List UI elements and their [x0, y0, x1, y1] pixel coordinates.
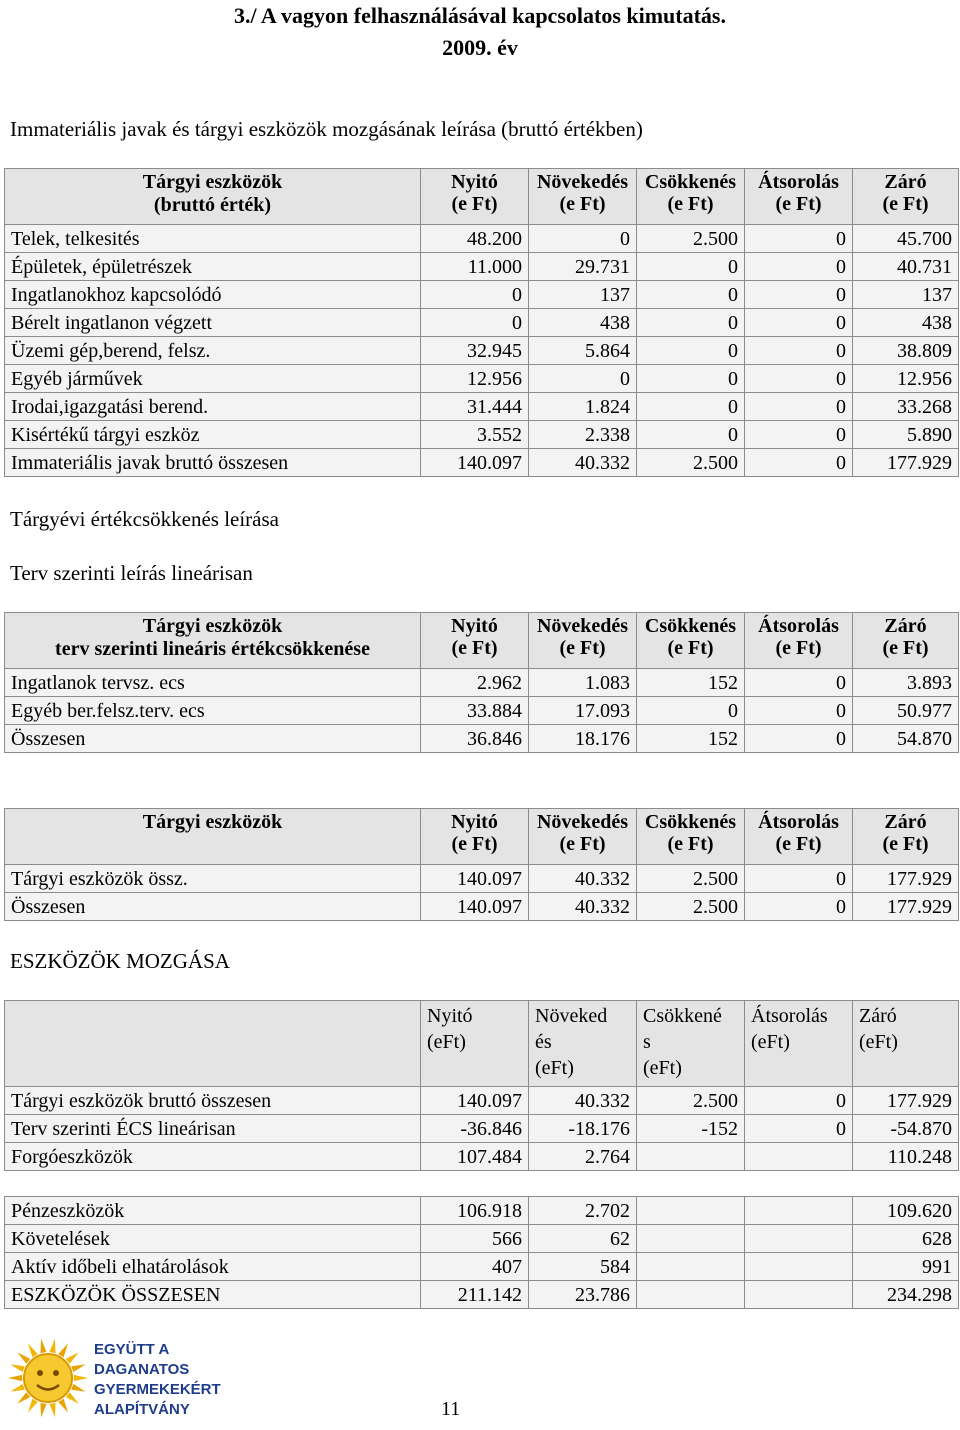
- gross-header-col: [421, 169, 529, 225]
- movement-header-col-line: Átsorolás: [751, 1005, 828, 1027]
- depr-cell: 152: [637, 669, 745, 697]
- gross-cell: 137: [529, 281, 637, 309]
- tangible-header-col-line: (e Ft): [559, 833, 606, 855]
- gross-row: [5, 225, 959, 253]
- gross-cell: 140.097: [421, 449, 529, 477]
- depr-cell: 17.093: [529, 697, 637, 725]
- gross-cell: 0: [745, 337, 853, 365]
- gross-row-label: Immateriális javak bruttó összesen: [5, 449, 421, 477]
- depr-row: [5, 669, 959, 697]
- movement-spacer-cell: [637, 1171, 745, 1197]
- gross-cell: 0: [421, 309, 529, 337]
- sun-ray: [17, 1392, 30, 1404]
- depr-header-col-line: Átsorolás: [758, 615, 839, 637]
- depr-header-col-line: (e Ft): [882, 637, 929, 659]
- movement-header-col-line: (eFt): [643, 1057, 682, 1079]
- sun-ray: [71, 1364, 85, 1372]
- movement-spacer-cell: [5, 1171, 421, 1197]
- gross-cell: 0: [637, 365, 745, 393]
- gross-cell: 40.332: [529, 449, 637, 477]
- depreciation-table: [4, 612, 959, 753]
- depr-cell: 1.083: [529, 669, 637, 697]
- depr-header-col-line: Nyitó: [451, 615, 498, 637]
- tangible-cell: 177.929: [853, 865, 959, 893]
- movement2-cell: 407: [421, 1253, 529, 1281]
- depr-cell: 0: [745, 697, 853, 725]
- gross-header-col: [529, 169, 637, 225]
- movement-spacer-cell: [745, 1171, 853, 1197]
- tangible-header-col-line: (e Ft): [882, 833, 929, 855]
- movement-row: [5, 1143, 959, 1171]
- movement-cell: 177.929: [853, 1087, 959, 1115]
- logo-line1: EGYÜTT A: [94, 1341, 170, 1358]
- section2-heading1: Tárgyévi értékcsökkenés leírása: [10, 507, 279, 531]
- gross-row-label: Telek, telkesités: [5, 225, 421, 253]
- tangible-row-label: Tárgyi eszközök össz.: [5, 865, 421, 893]
- movement-cell: -54.870: [853, 1115, 959, 1143]
- movement-cell: -18.176: [529, 1115, 637, 1143]
- depr-cell: 0: [637, 697, 745, 725]
- gross-header-col-line: Növekedés: [536, 171, 629, 193]
- sun-ray: [49, 1339, 55, 1354]
- movement-header-col: [745, 1001, 853, 1087]
- movement2-row: [5, 1281, 959, 1309]
- movement-row: [5, 1115, 959, 1143]
- tangible-header-col: [421, 809, 529, 865]
- gross-assets-table: [4, 168, 959, 477]
- sun-ray: [74, 1375, 88, 1381]
- movement2-cell: [637, 1253, 745, 1281]
- depr-cell: 33.884: [421, 697, 529, 725]
- movement2-cell: [637, 1281, 745, 1309]
- tangible-header-col: [637, 809, 745, 865]
- tangible-cell: 0: [745, 865, 853, 893]
- gross-cell: 137: [853, 281, 959, 309]
- depr-header-col-line: Növekedés: [536, 615, 629, 637]
- depr-row-label: Ingatlanok tervsz. ecs: [5, 669, 421, 697]
- movement-cell: [745, 1143, 853, 1171]
- movement-header-col: [421, 1001, 529, 1087]
- gross-cell: 0: [637, 309, 745, 337]
- gross-cell: 1.824: [529, 393, 637, 421]
- depr-cell: 54.870: [853, 725, 959, 753]
- movement-cell: -152: [637, 1115, 745, 1143]
- gross-cell: 0: [637, 421, 745, 449]
- movement2-row-label: ESZKÖZÖK ÖSSZESEN: [5, 1281, 421, 1309]
- section4-heading: ESZKÖZÖK MOZGÁSA: [10, 949, 230, 973]
- depr-header-label-line: Tárgyi eszközök: [142, 615, 283, 637]
- gross-row: [5, 365, 959, 393]
- depr-table-header: [5, 613, 959, 669]
- gross-cell: 0: [745, 281, 853, 309]
- gross-header-col-line: (e Ft): [559, 193, 606, 215]
- movement2-cell: 566: [421, 1225, 529, 1253]
- gross-cell: 0: [637, 281, 745, 309]
- movement2-cell: [745, 1225, 853, 1253]
- movement2-row-label: Aktív időbeli elhatárolások: [5, 1253, 421, 1281]
- depr-header-col-line: (e Ft): [775, 637, 822, 659]
- tangible-header-col-line: Csökkenés: [644, 811, 737, 833]
- movement-header-col-line: (eFt): [535, 1057, 574, 1079]
- sun-ray: [49, 1403, 55, 1418]
- gross-cell: 12.956: [421, 365, 529, 393]
- movement2-row: [5, 1225, 959, 1253]
- movement-header-col-line: s: [643, 1031, 651, 1053]
- foundation-logo: [6, 1330, 246, 1425]
- gross-header-col: [853, 169, 959, 225]
- movement-cell: 107.484: [421, 1143, 529, 1171]
- gross-row: [5, 337, 959, 365]
- movement-cell: 110.248: [853, 1143, 959, 1171]
- tangible-cell: 2.500: [637, 865, 745, 893]
- gross-row: [5, 449, 959, 477]
- gross-cell: 2.500: [637, 225, 745, 253]
- sun-ray: [66, 1352, 79, 1364]
- movement2-cell: 106.918: [421, 1197, 529, 1225]
- gross-header-col-line: Átsorolás: [758, 171, 839, 193]
- gross-cell: 40.731: [853, 253, 959, 281]
- gross-header-label-line: (bruttó érték): [153, 194, 272, 216]
- movement-row-label: Tárgyi eszközök bruttó összesen: [5, 1087, 421, 1115]
- gross-cell: 0: [745, 253, 853, 281]
- tangible-assets-table: [4, 808, 959, 921]
- movement-spacer-cell: [421, 1171, 529, 1197]
- depr-cell: 36.846: [421, 725, 529, 753]
- depr-cell: 0: [745, 669, 853, 697]
- movement2-cell: [745, 1253, 853, 1281]
- depr-cell: 18.176: [529, 725, 637, 753]
- depr-header-label: [5, 613, 421, 669]
- gross-cell: 0: [529, 225, 637, 253]
- movement-row: [5, 1087, 959, 1115]
- movement2-cell: 62: [529, 1225, 637, 1253]
- tangible-header-col-line: (e Ft): [451, 833, 498, 855]
- tangible-row: [5, 893, 959, 921]
- asset-movement-table: [4, 1000, 959, 1309]
- movement-cell: 2.764: [529, 1143, 637, 1171]
- movement-cell: 0: [745, 1087, 853, 1115]
- movement-row-label: Forgóeszközök: [5, 1143, 421, 1171]
- gross-cell: 438: [529, 309, 637, 337]
- movement-cell: 40.332: [529, 1087, 637, 1115]
- section2-heading2: Terv szerinti leírás lineárisan: [10, 561, 253, 585]
- gross-cell: 33.268: [853, 393, 959, 421]
- gross-row: [5, 421, 959, 449]
- movement-header-label: [5, 1001, 421, 1087]
- tangible-row-label: Összesen: [5, 893, 421, 921]
- movement2-cell: 234.298: [853, 1281, 959, 1309]
- sun-ray: [58, 1399, 68, 1413]
- movement2-cell: 211.142: [421, 1281, 529, 1309]
- sun-ray: [71, 1384, 85, 1392]
- movement-header-col-line: Csökkené: [643, 1005, 722, 1027]
- gross-header-col: [637, 169, 745, 225]
- movement-header-col-line: Záró: [859, 1005, 897, 1027]
- logo-line4: ALAPÍTVÁNY: [94, 1401, 190, 1418]
- section1-heading: Immateriális javak és tárgyi eszközök mozgásának leírása (bruttó értékben): [10, 117, 643, 141]
- depr-cell: 50.977: [853, 697, 959, 725]
- depr-row: [5, 725, 959, 753]
- movement2-row: [5, 1253, 959, 1281]
- gross-header-col-line: (e Ft): [882, 193, 929, 215]
- sun-ray: [66, 1392, 79, 1404]
- gross-header-label-line: Tárgyi eszközök: [142, 171, 283, 193]
- depr-header-col-line: Csökkenés: [644, 615, 737, 637]
- sun-ray: [10, 1364, 24, 1372]
- depr-header-col: [637, 613, 745, 669]
- tangible-header-label: [5, 809, 421, 865]
- movement2-cell: 23.786: [529, 1281, 637, 1309]
- sun-ray: [28, 1343, 38, 1357]
- page-number: 11: [441, 1398, 461, 1420]
- gross-cell: 5.864: [529, 337, 637, 365]
- movement-cell: 0: [745, 1115, 853, 1143]
- gross-cell: 29.731: [529, 253, 637, 281]
- tangible-header-col-line: Záró: [884, 811, 927, 833]
- depr-row: [5, 697, 959, 725]
- gross-cell: 12.956: [853, 365, 959, 393]
- movement2-cell: [637, 1197, 745, 1225]
- gross-cell: 438: [853, 309, 959, 337]
- tangible-header-label-line: Tárgyi eszközök: [142, 811, 283, 833]
- gross-cell: 45.700: [853, 225, 959, 253]
- movement-cell: 2.500: [637, 1087, 745, 1115]
- movement-table-header: [5, 1001, 959, 1087]
- gross-cell: 0: [745, 393, 853, 421]
- tangible-cell: 140.097: [421, 865, 529, 893]
- sun-ray: [28, 1399, 38, 1413]
- sun-ray: [40, 1339, 46, 1354]
- depr-row-label: Egyéb ber.felsz.terv. ecs: [5, 697, 421, 725]
- movement2-row-label: Pénzeszközök: [5, 1197, 421, 1225]
- gross-cell: 11.000: [421, 253, 529, 281]
- movement2-row-label: Követelések: [5, 1225, 421, 1253]
- depr-header-label-line: terv szerinti lineáris értékcsökkenése: [55, 638, 370, 660]
- depr-header-col: [853, 613, 959, 669]
- movement-spacer-row: [5, 1171, 959, 1197]
- tangible-header-col-line: (e Ft): [775, 833, 822, 855]
- movement2-cell: 628: [853, 1225, 959, 1253]
- gross-cell: 0: [637, 393, 745, 421]
- movement-header-col-line: (eFt): [751, 1031, 790, 1053]
- movement-header-col-line: és: [535, 1031, 552, 1053]
- gross-table-header: [5, 169, 959, 225]
- gross-cell: 48.200: [421, 225, 529, 253]
- depr-cell: 3.893: [853, 669, 959, 697]
- sun-ray: [58, 1343, 68, 1357]
- gross-header-col-line: Nyitó: [451, 171, 498, 193]
- gross-header-col: [745, 169, 853, 225]
- gross-header-col-line: Csökkenés: [644, 171, 737, 193]
- sun-ray: [40, 1403, 46, 1418]
- gross-row: [5, 253, 959, 281]
- tangible-cell: 40.332: [529, 865, 637, 893]
- movement2-cell: 109.620: [853, 1197, 959, 1225]
- tangible-header-col-line: Növekedés: [536, 811, 629, 833]
- depr-header-col-line: (e Ft): [451, 637, 498, 659]
- gross-header-col-line: (e Ft): [667, 193, 714, 215]
- gross-cell: 5.890: [853, 421, 959, 449]
- movement2-cell: [745, 1281, 853, 1309]
- gross-cell: 0: [745, 309, 853, 337]
- gross-row-label: Épületek, épületrészek: [5, 253, 421, 281]
- movement-header-col: [853, 1001, 959, 1087]
- movement-header-col: [529, 1001, 637, 1087]
- gross-header-label: [5, 169, 421, 225]
- tangible-header-col-line: (e Ft): [667, 833, 714, 855]
- gross-cell: 0: [421, 281, 529, 309]
- movement-header-col-line: (eFt): [427, 1031, 466, 1053]
- gross-header-col-line: (e Ft): [451, 193, 498, 215]
- gross-cell: 0: [745, 365, 853, 393]
- sun-ray: [8, 1375, 22, 1381]
- gross-row-label: Irodai,igazgatási berend.: [5, 393, 421, 421]
- gross-row-label: Bérelt ingatlanon végzett: [5, 309, 421, 337]
- gross-header-col-line: Záró: [884, 171, 927, 193]
- movement-cell: -36.846: [421, 1115, 529, 1143]
- gross-row-label: Egyéb járművek: [5, 365, 421, 393]
- logo-line3: GYERMEKEKÉRT: [94, 1381, 221, 1398]
- gross-row: [5, 309, 959, 337]
- tangible-header-col-line: Nyitó: [451, 811, 498, 833]
- gross-cell: 0: [637, 337, 745, 365]
- tangible-cell: 140.097: [421, 893, 529, 921]
- tangible-header-col: [745, 809, 853, 865]
- logo-line2: DAGANATOS: [94, 1361, 190, 1378]
- movement2-cell: 2.702: [529, 1197, 637, 1225]
- tangible-table-header: [5, 809, 959, 865]
- depr-header-col: [529, 613, 637, 669]
- page-title: 3./ A vagyon felhasználásával kapcsolatos kimutatás.: [233, 3, 726, 28]
- depr-cell: 2.962: [421, 669, 529, 697]
- tangible-header-col: [853, 809, 959, 865]
- depr-header-col-line: (e Ft): [667, 637, 714, 659]
- tangible-header-col: [529, 809, 637, 865]
- gross-cell: 3.552: [421, 421, 529, 449]
- movement-spacer-cell: [529, 1171, 637, 1197]
- gross-cell: 2.338: [529, 421, 637, 449]
- gross-cell: 0: [529, 365, 637, 393]
- movement2-cell: [637, 1225, 745, 1253]
- gross-cell: 0: [637, 253, 745, 281]
- gross-cell: 31.444: [421, 393, 529, 421]
- gross-row-label: Kisértékű tárgyi eszköz: [5, 421, 421, 449]
- depr-header-col-line: Záró: [884, 615, 927, 637]
- movement-cell: [637, 1143, 745, 1171]
- tangible-cell: 0: [745, 893, 853, 921]
- tangible-cell: 2.500: [637, 893, 745, 921]
- movement2-cell: 584: [529, 1253, 637, 1281]
- gross-row-label: Ingatlanokhoz kapcsolódó: [5, 281, 421, 309]
- depr-cell: 0: [745, 725, 853, 753]
- tangible-row: [5, 865, 959, 893]
- gross-row: [5, 393, 959, 421]
- gross-cell: 0: [745, 421, 853, 449]
- movement2-cell: 991: [853, 1253, 959, 1281]
- tangible-header-col-line: Átsorolás: [758, 811, 839, 833]
- gross-cell: 0: [745, 225, 853, 253]
- movement2-cell: [745, 1197, 853, 1225]
- movement-header-col-line: Növeked: [535, 1005, 608, 1027]
- movement-row-label: Terv szerinti ÉCS lineárisan: [5, 1115, 421, 1143]
- depr-row-label: Összesen: [5, 725, 421, 753]
- gross-cell: 0: [745, 449, 853, 477]
- depr-header-col: [745, 613, 853, 669]
- movement-header-col: [637, 1001, 745, 1087]
- page-year: 2009. év: [442, 35, 518, 60]
- gross-cell: 2.500: [637, 449, 745, 477]
- sun-ray: [17, 1352, 30, 1364]
- sun-ray: [10, 1384, 24, 1392]
- gross-row-label: Üzemi gép,berend, felsz.: [5, 337, 421, 365]
- depr-cell: 152: [637, 725, 745, 753]
- gross-cell: 32.945: [421, 337, 529, 365]
- movement2-row: [5, 1197, 959, 1225]
- gross-header-col-line: (e Ft): [775, 193, 822, 215]
- movement-header-col-line: (eFt): [859, 1031, 898, 1053]
- tangible-cell: 177.929: [853, 893, 959, 921]
- gross-row: [5, 281, 959, 309]
- depr-header-col: [421, 613, 529, 669]
- depr-header-col-line: (e Ft): [559, 637, 606, 659]
- movement-header-col-line: Nyitó: [427, 1005, 473, 1027]
- gross-cell: 177.929: [853, 449, 959, 477]
- gross-cell: 38.809: [853, 337, 959, 365]
- tangible-cell: 40.332: [529, 893, 637, 921]
- movement-cell: 140.097: [421, 1087, 529, 1115]
- movement-spacer-cell: [853, 1171, 959, 1197]
